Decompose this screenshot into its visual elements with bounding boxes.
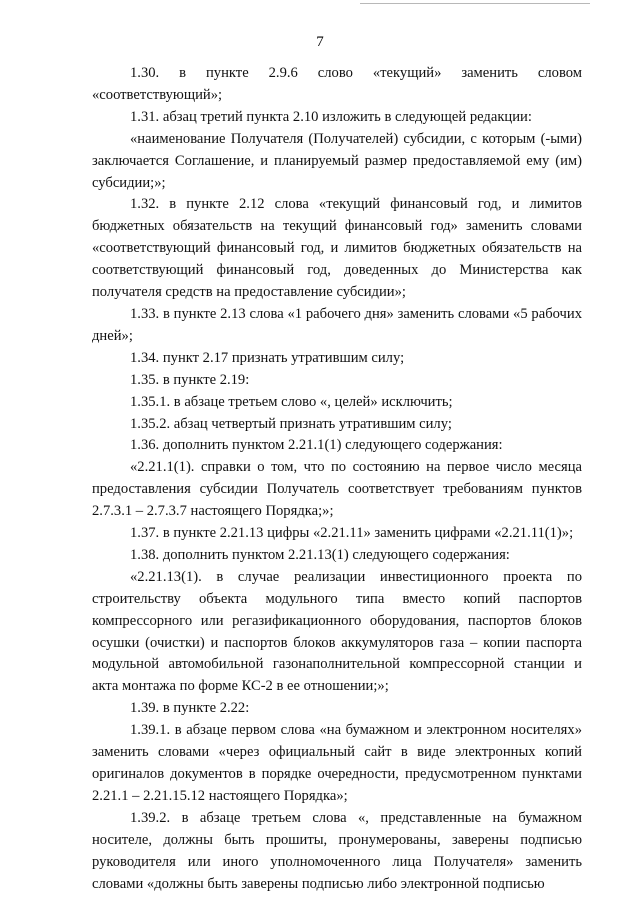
paragraph-1-35-2: 1.35.2. абзац четвертый признать утратившим силу; bbox=[130, 415, 452, 432]
paragraph-1-32: 1.32. в пункте 2.12 слова «текущий финансовый год, и лимитов бюджетных обязательств на текущий финансовый год» заменить словами «соответствующий финансовый год, и лимитов бюджетных обязательств на соответствующий финансовый год, доведенных до Министерства как получателя средств на предоставление субсидии»; bbox=[92, 196, 582, 301]
paragraph-1-39-1: 1.39.1. в абзаце первом слова «на бумажном и электронном носителях» заменить словами «через официальный сайт в виде электронных копий оригиналов документов в порядке очередности, предусмотренном пунктами 2.21.1 – 2.21.15.12 настоящего Порядка»; bbox=[92, 722, 582, 804]
paragraph-1-39-2: 1.39.2. в абзаце третьем слова «, представленные на бумажном носителе, должны быть прошиты, пронумерованы, заверены подписью руководителя или иного уполномоченного лица Получателя» заменить словами «должны быть заверены подписью либо электронной подписью bbox=[92, 809, 582, 892]
page-number: 7 bbox=[316, 34, 324, 50]
paragraph-1-33: 1.33. в пункте 2.13 слова «1 рабочего дня» заменить словами «5 рабочих дней»; bbox=[92, 305, 582, 344]
paragraph-1-37: 1.37. в пункте 2.21.13 цифры «2.21.11» заменить цифрами «2.21.11(1)»; bbox=[130, 525, 574, 542]
paragraph-1-35-1: 1.35.1. в абзаце третьем слово «, целей» исключить; bbox=[130, 393, 453, 410]
paragraph-1-36: 1.36. дополнить пунктом 2.21.1(1) следующего содержания: bbox=[130, 437, 503, 454]
paragraph-1-35: 1.35. в пункте 2.19: bbox=[130, 371, 250, 388]
paragraph-1-31-quote: «наименование Получателя (Получателей) субсидии, с которым (-ыми) заключается Соглашение, и планируемый размер предоставляемой ему (им) субсидии;»; bbox=[92, 130, 582, 191]
scan-edge-line bbox=[360, 3, 590, 4]
paragraph-1-39: 1.39. в пункте 2.22: bbox=[130, 700, 250, 717]
paragraph-1-38: 1.38. дополнить пунктом 2.21.13(1) следующего содержания: bbox=[130, 546, 510, 563]
paragraph-1-31: 1.31. абзац третий пункта 2.10 изложить в следующей редакции: bbox=[130, 108, 532, 125]
paragraph-1-30: 1.30. в пункте 2.9.6 слово «текущий» заменить словом «соответствующий»; bbox=[92, 65, 582, 103]
paragraph-1-38-quote: «2.21.13(1). в случае реализации инвестиционного проекта по строительству объекта модульного типа вместо копий паспортов компрессорного или регазификационного оборудования, паспортов блоков осушки (очистки) и паспортов блоков аккумуляторов газа – копии паспорта модульной автомобильной газонаполнительной компрессорной станции и акта монтажа по форме КС-2 в ее отношении;»; bbox=[92, 568, 582, 695]
paragraph-1-36-quote: «2.21.1(1). справки о том, что по состоянию на первое число месяца предоставления субсидии Получатель соответствует требованиям пунктов 2.7.3.1 – 2.7.3.7 настоящего Порядка;»; bbox=[92, 459, 582, 520]
document-body bbox=[92, 63, 582, 895]
paragraph-1-34: 1.34. пункт 2.17 признать утратившим силу; bbox=[130, 349, 405, 366]
